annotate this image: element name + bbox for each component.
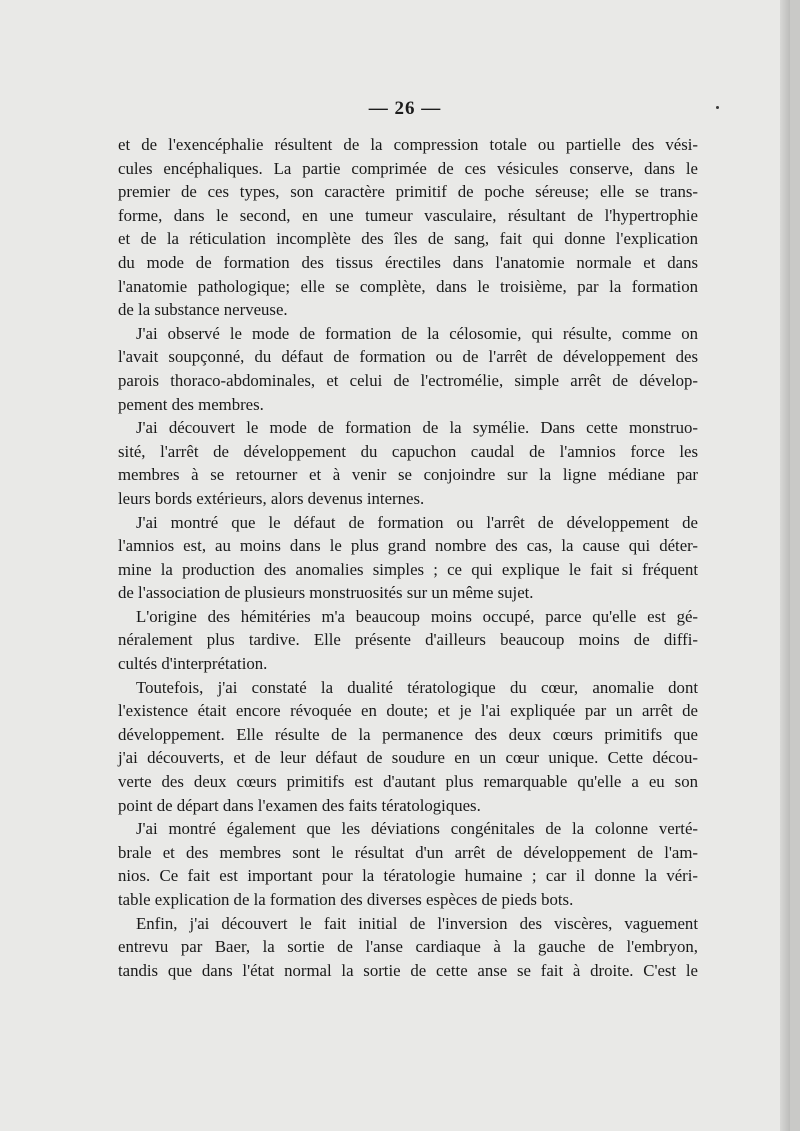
text-line: développement. Elle résulte de la permanence des deux cœurs primitifs que [118,724,698,744]
text-line: table explication de la formation des diverses espèces de pieds bots. [118,890,574,909]
body-text [118,133,698,982]
text-line: et de la réticulation incomplète des îles de sang, fait qui donne l'explication [118,229,698,249]
text-line: point de départ dans l'examen des faits tératologiques. [118,795,481,815]
text-line: nios. Ce fait est important pour la tératologie humaine ; car il donne la véri- [118,866,698,886]
text-line: cultés d'interprétation. [118,654,268,674]
text-line: premier de ces types, son caractère primitif de poche séreuse; elle se trans- [118,182,698,202]
text-line: j'ai découverts, et de leur défaut de soudure en un cœur unique. Cette décou- [118,748,698,768]
text-line: mine la production des anomalies simples ; ce qui explique le fait si fréquent [118,559,698,579]
paragraph-4 [118,511,698,605]
text-line: néralement plus tardive. Elle présente d'ailleurs beaucoup moins de diffi- [118,630,698,650]
text-line: J'ai montré que le défaut de formation ou l'arrêt de développement de [136,512,698,532]
text-line: J'ai observé le mode de formation de la célosomie, qui résulte, comme on [136,323,698,343]
text-line: pement des membres. [118,394,264,414]
text-line: sité, l'arrêt de développement du capuchon caudal de l'amnios force les [118,441,698,461]
text-line: verte des deux cœurs primitifs est d'autant plus remarquable qu'elle a eu son [118,772,698,792]
text-line: de l'association de plusieurs monstruosités sur un même sujet. [118,583,534,603]
text-line: l'amnios est, au moins dans le plus grand nombre des cas, la cause qui déter- [118,536,698,556]
text-line: parois thoraco-abdominales, et celui de l'ectromélie, simple arrêt de dévelop- [118,370,698,390]
text-line: l'avait soupçonné, du défaut de formation ou de l'arrêt de développement des [118,347,698,367]
text-line: du mode de formation des tissus érectiles dans l'anatomie normale et dans [118,252,698,272]
text-line: l'existence était encore révoquée en doute; et je l'ai expliquée par un arrêt de [118,701,698,721]
paragraph-8 [118,912,698,983]
page-edge [780,0,790,1131]
text-line: J'ai découvert le mode de formation de la symélie. Dans cette monstruo- [136,418,698,438]
paragraph-2 [118,322,698,416]
page-number: — 26 — [368,98,442,119]
text-line: L'origine des hémitéries m'a beaucoup moins occupé, parce qu'elle est gé- [136,606,698,626]
text-line: entrevu par Baer, la sortie de l'anse cardiaque à la gauche de l'embryon, [118,937,698,957]
text-line: tandis que dans l'état normal la sortie de cette anse se fait à droite. C'est le [118,960,698,980]
paragraph-7 [118,817,698,911]
text-line: et de l'exencéphalie résultent de la compression totale ou partielle des vési- [118,135,698,154]
paragraph-1 [118,133,698,322]
text-line: Enfin, j'ai découvert le fait initial de l'inversion des viscères, vaguement [136,913,698,933]
text-line: leurs bords extérieurs, alors devenus internes. [118,488,425,508]
paragraph-3 [118,416,698,510]
text-line: Toutefois, j'ai constaté la dualité tératologique du cœur, anomalie dont [136,677,698,697]
text-line: forme, dans le second, en une tumeur vasculaire, résultant de l'hypertrophie [118,205,698,225]
text-line: membres à se retourner et à venir se conjoindre sur la ligne médiane par [118,465,698,485]
text-line: cules encéphaliques. La partie comprimée de ces vésicules conserve, dans le [118,158,698,178]
text-line: J'ai montré également que les déviations congénitales de la colonne verté- [136,819,698,839]
paragraph-6 [118,676,698,818]
paragraph-5 [118,605,698,676]
text-line: l'anatomie pathologique; elle se complète, dans le troisième, par la formation [118,276,698,296]
text-line: brale et des membres sont le résultat d'un arrêt de développement de l'am- [118,842,698,862]
text-line: de la substance nerveuse. [118,300,288,320]
